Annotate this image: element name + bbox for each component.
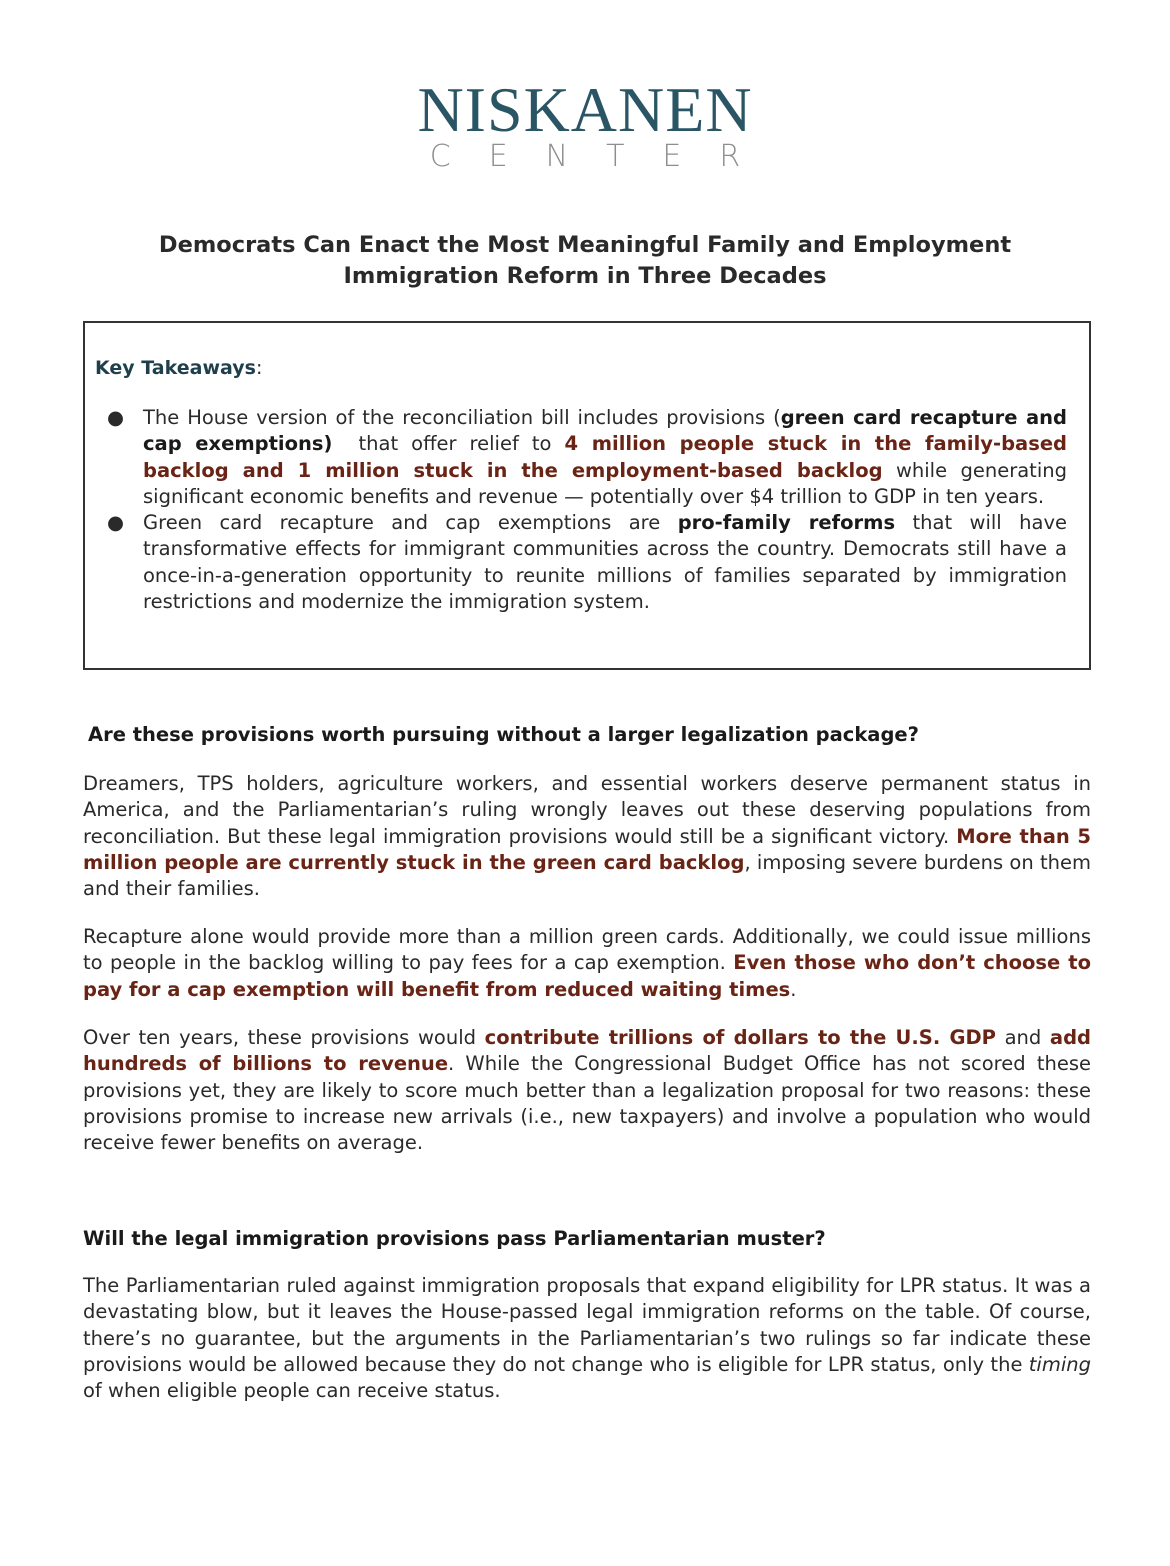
section-1-paragraph-1 bbox=[83, 771, 1091, 902]
bold-text: pro-family reforms bbox=[677, 511, 896, 535]
logo-wordmark: NISKANEN bbox=[417, 74, 753, 145]
paragraph bbox=[83, 1025, 1091, 1156]
highlight-text: Even those who don’t choose to pay for a cap exemption will benefit from reduced waiting times bbox=[83, 951, 1092, 1001]
text: of when eligible people can receive status. bbox=[83, 1379, 501, 1403]
section-2-paragraph-1 bbox=[83, 1273, 1091, 1404]
niskanen-center-logo bbox=[0, 74, 1170, 174]
bullet-icon: ● bbox=[107, 511, 125, 535]
key-takeaways-label bbox=[95, 357, 262, 379]
text: Recapture alone would provide more than a million green cards. Additionally, we could issue millions to people in the backlog willing to pay fees for a cap exemption. bbox=[83, 925, 1091, 975]
section-1-paragraph-2 bbox=[83, 924, 1091, 1003]
title-line-1: Democrats Can Enact the Most Meaningful Family and Employment bbox=[158, 232, 1012, 258]
paragraph bbox=[83, 1273, 1091, 1404]
highlight-text: More than 5 million people are currently stuck in the green card backlog bbox=[83, 824, 1091, 874]
section-2-heading bbox=[83, 1226, 1091, 1252]
title-line-2: Immigration Reform in Three Decades bbox=[343, 263, 827, 289]
highlight-text: add hundreds of billions to revenue bbox=[83, 1026, 1091, 1076]
key-takeaways-heading: Key Takeaways bbox=[95, 357, 256, 379]
text: Green card recapture and cap exemptions are bbox=[143, 511, 678, 535]
key-takeaways-list bbox=[95, 405, 1067, 615]
text: , imposing severe burdens on them and their families. bbox=[83, 850, 1091, 901]
section-1-heading bbox=[88, 722, 1096, 748]
colon: : bbox=[255, 357, 263, 379]
takeaway-item bbox=[95, 405, 1067, 510]
document-title bbox=[100, 230, 1070, 292]
text: that will have transformative effects for immigrant communities across the country. Democrats still have a once-in-a-generation opportunity to reunite millions of families separated by immigration restrictions and modernize the immigration system. bbox=[143, 511, 1067, 614]
text: . bbox=[790, 977, 797, 1001]
heading-text: Will the legal immigration provisions pass Parliamentarian muster? bbox=[83, 1227, 826, 1250]
section-1-paragraph-3 bbox=[83, 1025, 1091, 1156]
text: that offer relief to bbox=[332, 432, 565, 456]
key-takeaways-box bbox=[83, 321, 1091, 670]
text: Over ten years, these provisions would bbox=[83, 1026, 485, 1049]
bullet-icon: ● bbox=[107, 406, 125, 429]
text: and bbox=[995, 1026, 1050, 1049]
text: Dreamers, TPS holders, agriculture workers, and essential workers deserve permanent status in America, and the Parliamentarian’s ruling wrongly leaves out these deserving populations from reconciliation. But these legal immigration provisions would still be a significant victory. bbox=[83, 772, 1091, 848]
text: The Parliamentarian ruled against immigration proposals that expand eligibility for LPR status. It was a devastating blow, but it leaves the House-passed legal immigration reforms on the table. Of course, there’s no guarantee, but the arguments in the Parliamentarian’s two rulings so far indicate these provisions would be allowed because they do not change who is eligible for LPR status, only the bbox=[83, 1274, 1091, 1376]
text: The House version of the reconciliation bill includes provisions ( bbox=[143, 406, 781, 429]
takeaway-item bbox=[95, 510, 1067, 615]
text: while generating significant economic benefits and revenue — potentially over $4 trillion to GDP in ten years. bbox=[143, 458, 1067, 508]
italic-text: timing bbox=[1028, 1352, 1091, 1376]
highlight-text: 4 million people stuck in the family-based backlog and 1 million stuck in the employment-based backlog bbox=[143, 432, 1067, 482]
paragraph bbox=[83, 924, 1091, 1003]
heading-text: Are these provisions worth pursuing without a larger legalization package? bbox=[88, 723, 919, 746]
highlight-text: contribute trillions of dollars to the U.S. GDP bbox=[484, 1026, 996, 1049]
bold-text: green card recapture and cap exemptions) bbox=[143, 406, 1067, 456]
paragraph bbox=[83, 771, 1091, 902]
text: . While the Congressional Budget Office has not scored these provisions yet, they are likely to score much better than a legalization proposal for two reasons: these provisions promise to increase new arrivals (i.e., new taxpayers) and involve a population who would receive fewer benefits on average. bbox=[83, 1052, 1091, 1155]
logo-subtitle: CENTER bbox=[429, 139, 779, 174]
